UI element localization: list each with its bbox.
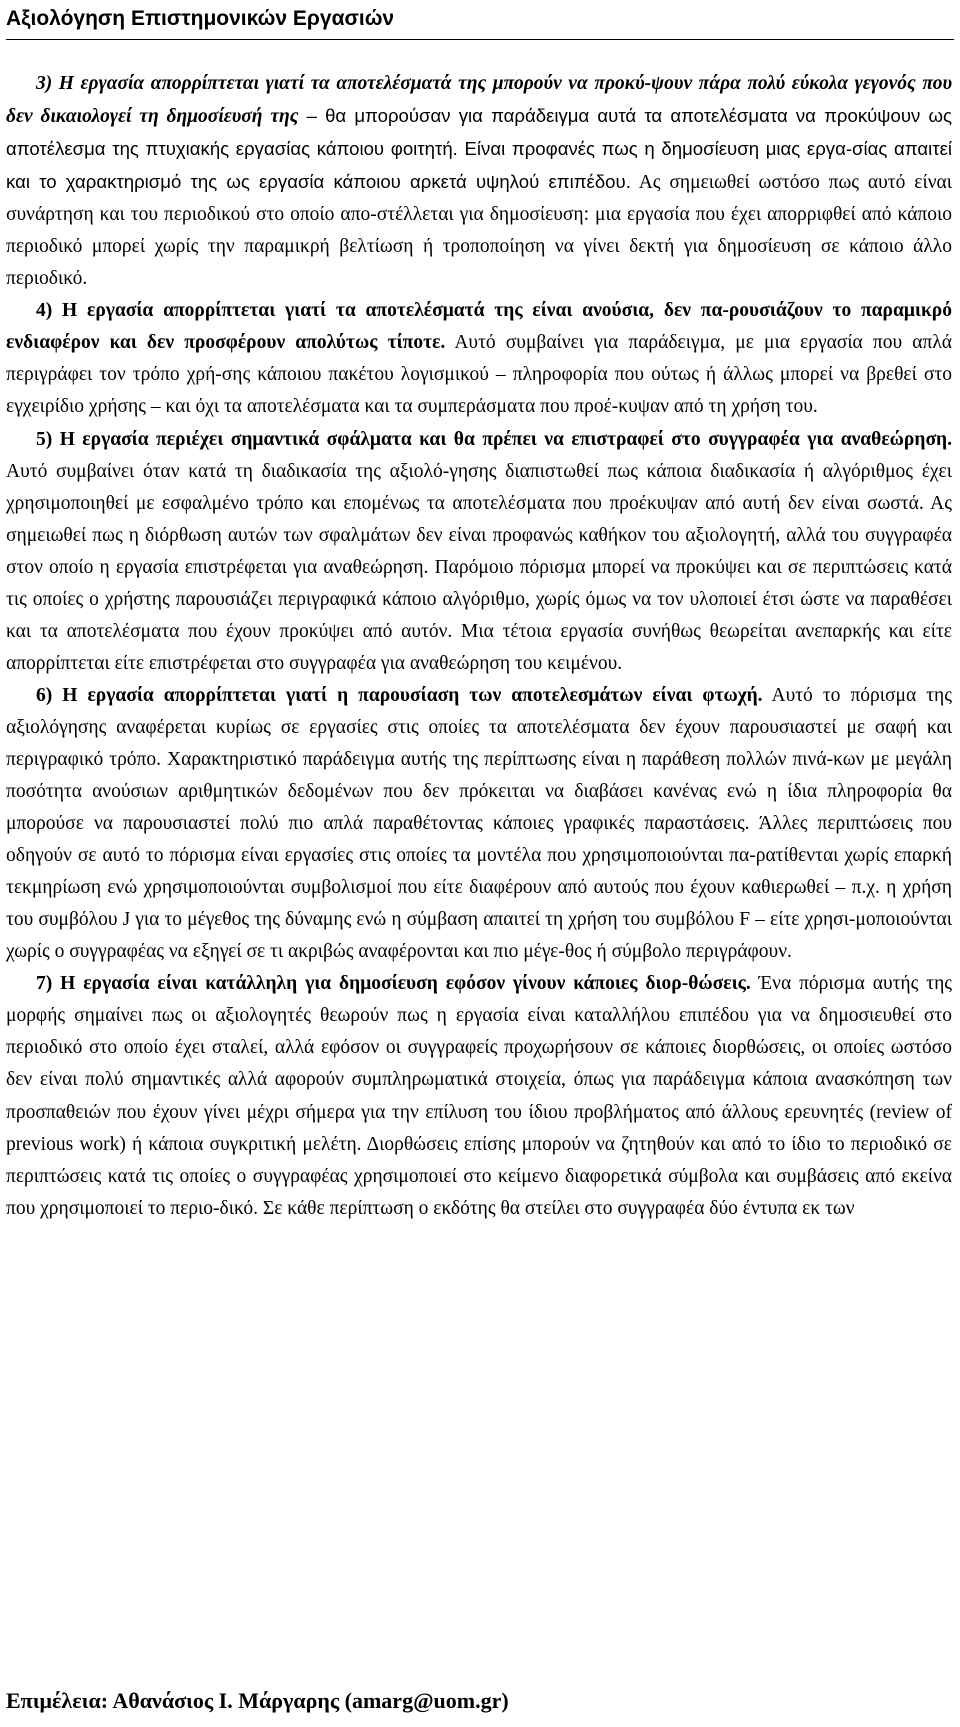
paragraph-6 [6,680,952,968]
document-body [6,68,952,1225]
paragraph-7-heading: 7) Η εργασία είναι κατάλληλη για δημοσίευση εφόσον γίνουν κάποιες διορ-θώσεις. [36,973,751,995]
paragraph-3-text-a: – θα μπορούσαν για παράδειγμα αυτά τα αποτελέσματα να προκύψουν ως αποτέλεσμα της πτυχιακής εργασίας κάποιου φοιτητή. Είναι προφανές πως η δημοσίευση μιας εργα-σίας απαιτεί και το χαρακτηρισμό της ως εργασία κάποιου αρκετά υψηλού επιπέδου. [6,105,952,193]
paragraph-7 [6,968,952,1224]
paragraph-5-text: Αυτό συμβαίνει όταν κατά τη διαδικασία της αξιολό-γησης διαπιστωθεί πως κάποια διαδικασία ή αλγόριθμος έχει χρησιμοποιηθεί με εσφαλμένο τρόπο και επομένως τα αποτελέσματα που προέκυψαν από αυτή δεν είναι σωστά. Ας σημειωθεί πως η διόρθωση αυτών των σφαλμάτων δεν είναι προφανώς καθήκον του αξιολογητή, αλλά του συγγραφέα στον οποίο η εργασία επιστρέφεται για αναθεώρηση. Παρόμοιο πόρισμα μπορεί να προκύψει και σε περιπτώσεις κατά τις οποίες ο χρήστης παρουσιάζει περιγραφικά κάποιο αλγόριθμο, χωρίς όμως να τον υλοποιεί έτσι ώστε να παραθέσει και τα αποτελέσματα που έχουν προκύψει από αυτόν. Μια τέτοια εργασία συνήθως θεωρείται ανεπαρκής και είτε απορρίπτεται είτε επιστρέφεται στο συγγραφέα για αναθεώρηση του κειμένου. [6,460,952,674]
paragraph-5 [6,424,952,680]
paragraph-4-text: Αυτό συμβαίνει για παράδειγμα, με μια εργασία που απλά περιγράφει τον τρόπο χρή-σης κάποιου πακέτου λογισμικού – πληροφορία που ούτως ή άλλως μπορεί να βρεθεί στο εγχειρίδιο χρήσης – και όχι τα αποτελέσματα και τα συμπεράσματα που προέ-κυψαν από τη χρήση του. [6,332,952,418]
paragraph-4-heading: 4) Η εργασία απορρίπτεται γιατί τα αποτελέσματά της είναι ανούσια, δεν πα-ρουσιάζουν το παραμικρό ενδιαφέρον και δεν προσφέρουν απολύτως τίποτε. [6,300,952,354]
paragraph-6-heading: 6) Η εργασία απορρίπτεται γιατί η παρουσίαση των αποτελεσμάτων είναι φτωχή. [36,684,763,706]
paragraph-6-text: Αυτό το πόρισμα της αξιολόγησης αναφέρεται κυρίως σε εργασίες στις οποίες τα αποτελέσματα δεν έχουν παρουσιαστεί με σαφή και περιγραφικό τρόπο. Χαρακτηριστικό παράδειγμα αυτής της περίπτωσης είναι η παράθεση πολλών πινά-κων με μεγάλη ποσότητα ανούσιων αριθμητικών δεδομένων που δεν πρόκειται να διαβάσει κανένας ενώ η ίδια πληροφορία θα μπορούσε να παρουσιαστεί πολύ πιο απλά παραθέτοντας κάποιες γραφικές παραστάσεις. Άλλες περιπτώσεις που οδηγούν σε αυτό το πόρισμα είναι εργασίες στις οποίες τα μοντέλα που χρησιμοποιούνται πα-ρατίθενται χωρίς επαρκή τεκμηρίωση ενώ χρησιμοποιούνται συμβολισμοί που είτε διαφέρουν από αυτούς που έχουν καθιερωθεί – π.χ. η χρήση του συμβόλου J για το μέγεθος της δύναμης ενώ η σύμβαση απαιτεί τη χρήση του συμβόλου F – είτε χρησι-μοποιούνται χωρίς ο συγγραφέας να εξηγεί σε τι ακριβώς αναφέρονται και πιο μέγε-θος ή σύμβολο περιγράφουν. [6,684,952,963]
paragraph-5-heading: 5) Η εργασία περιέχει σημαντικά σφάλματα και θα πρέπει να επιστραφεί στο συγγραφέα για αναθεώρηση. [36,428,952,450]
paragraph-3-heading: 3) Η εργασία απορρίπτεται γιατί τα αποτελέσματά της μπορούν να προκύ-ψουν πάρα πολύ εύκολα γεγονός που δεν δικαιολογεί τη δημοσίευσή της [6,73,952,128]
paragraph-3 [6,68,952,295]
page-footer-credit: Επιμέλεια: Αθανάσιος Ι. Μάργαρης (amarg@uom.gr) [6,1688,509,1713]
paragraph-4 [6,295,952,423]
paragraph-7-text: Ένα πόρισμα αυτής της μορφής σημαίνει πως οι αξιολογητές θεωρούν πως η εργασία είναι καταλλήλου επιπέδου για να δημοσιευθεί στο περιοδικό στο οποίο έχει σταλεί, αλλά εφόσον οι συγγραφείς προχωρήσουν σε κάποιες διορθώσεις, οι οποίες ωστόσο δεν είναι πολύ σημαντικές αλλά αφορούν συμπληρωματικά στοιχεία, όπως για παράδειγμα κάποια ανασκόπηση των προσπαθειών που έχουν γίνει μέχρι σήμερα για την επίλυση του ίδιου προβλήματος από άλλους ερευνητές (review of previous work) ή κάποια συγκριτική μελέτη. Διορθώσεις επίσης μπορούν να ζητηθούν και από το ίδιο το περιοδικό σε περιπτώσεις κατά τις οποίες ο συγγραφέας χρησιμοποιεί στο κείμενο διαφορετικά σύμβολα και συμβάσεις από εκείνα που χρησιμοποιεί το περιο-δικό. Σε κάθε περίπτωση ο εκδότης θα στείλει στο συγγραφέα δύο έντυπα εκ των [6,973,953,1219]
page-header [6,4,954,40]
paragraph-3-text-b: Ας σημειωθεί ωστόσο πως αυτό είναι συνάρτηση και του περιοδικού στο οποίο απο-στέλλεται για δημοσίευση: μια εργασία που έχει απορριφθεί από κάποιο περιοδικό μπορεί χωρίς την παραμικρή βελτίωση ή τροποποίηση να γίνει δεκτή για δημοσίευση σε κάποιο άλλο περιοδικό. [6,172,952,290]
page-title: Αξιολόγηση Επιστημονικών Εργασιών [6,7,395,30]
